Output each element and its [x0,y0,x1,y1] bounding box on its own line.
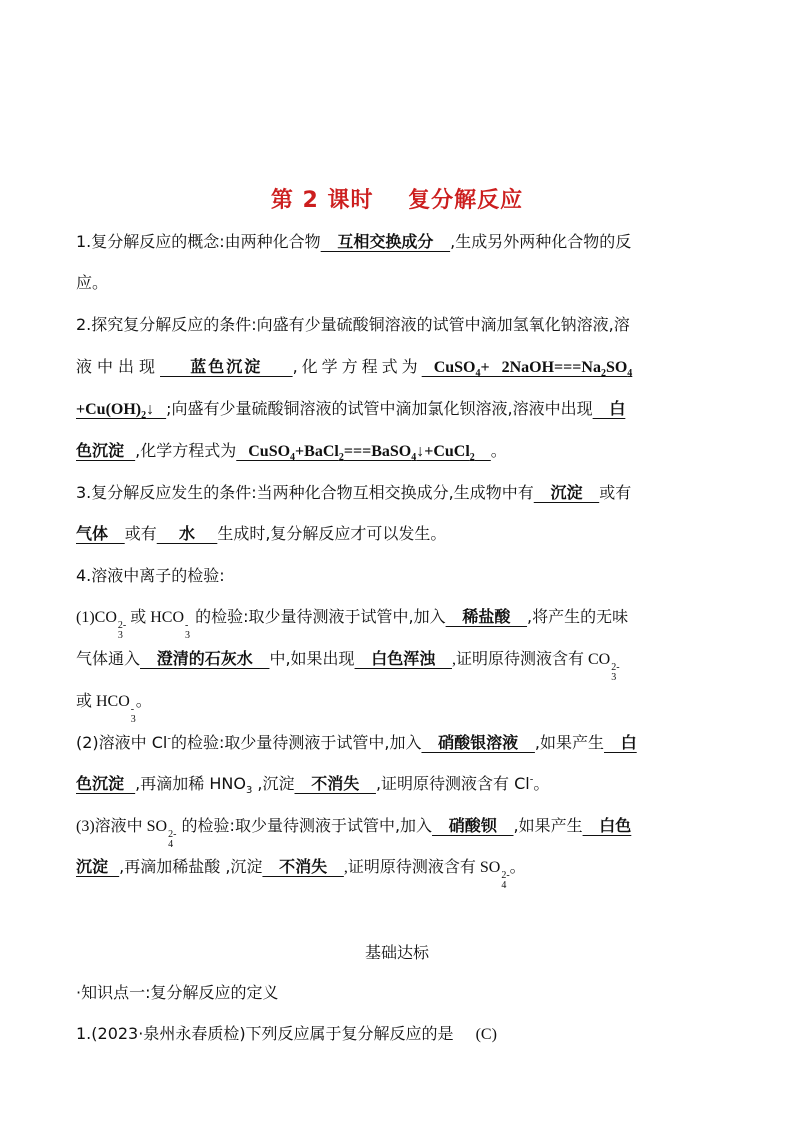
answer-blank: 硝酸银溶液 [421,733,535,752]
answer-blank: 水 [156,524,218,543]
text: ,化学方程式为 [135,441,237,460]
text: ,沉淀 [252,774,295,793]
text: ,再滴加稀 HNO [135,774,246,793]
exercise-1 [76,1023,718,1046]
q1-line3 [76,690,718,725]
answer-blank: 不消失 [262,857,344,876]
text: 的检验:取少量待测液于试管中,加入 [190,607,446,626]
q1-line1 [76,606,718,641]
text: ,生成另外两种化合物的反 [450,232,632,251]
text: 2.探究复分解反应的条件:向盛有少量硫酸铜溶液的试管中滴加氢氧化钠溶液,溶 [76,315,630,334]
text: ,如果产生 [534,733,604,752]
text: 。 [490,441,507,460]
q2-line2 [76,773,718,795]
p2-line2 [76,356,718,379]
answer-blank: 互相交换成分 [320,232,451,251]
text: ,再滴加稀盐酸 ,沉淀 [119,857,263,876]
answer-choice: (C) [475,1026,497,1043]
sulfate-ion: (3)溶液中 SO 2- 4 [76,818,177,850]
answer-blank: 气体 [76,524,125,543]
text: 4.溶液中离子的检验: [76,566,225,585]
p1-line1 [76,231,718,253]
answer-blank: 硝酸钡 [432,816,514,835]
text: ,将产生的无味 [527,607,629,626]
text: 生成时,复分解反应才可以发生。 [217,524,447,543]
p4-line1 [76,565,718,587]
answer-blank: 沉淀 [76,857,120,876]
p2-line4 [76,440,718,463]
answer-blank: 白 [604,733,637,752]
sulfate-ion: ,证明原待测液含有 SO 2- 4 [343,859,510,891]
question-text: 1.(2023·泉州永春质检)下列反应属于复分解反应的是 [76,1024,454,1043]
text: 或有 [599,483,632,502]
answer-blank: 沉淀 [533,483,600,502]
text: ,如果产生 [513,816,583,835]
text: 的检验:取少量待测液于试管中,加入 [176,816,433,835]
superscript: - [167,733,171,745]
equation-1: CuSO$_4$+ $2NaOH===Na_2SO_4$ [421,359,633,380]
carbonate-ion: ,证明原待测液含有 CO 2- 3 [451,651,620,683]
p3-line1 [76,482,718,504]
answer-blank: 稀盐酸 [445,607,528,626]
text: 气体通入 [76,649,141,668]
text: 。 [533,774,550,793]
text: 液中出现 [76,357,161,376]
answer-blank: 澄清的石灰水 [140,649,270,668]
text: 3.复分解反应发生的条件:当两种化合物互相交换成分,生成物中有 [76,483,534,502]
answer-blank: 色沉淀 [76,441,136,460]
answer-blank: 白色浑浊 [354,649,452,668]
text: 中,如果出现 [269,649,355,668]
subscript: 3 [245,785,253,797]
text: 。 [135,691,152,710]
answer-blank: 不消失 [294,774,376,793]
text: ,化学方程式为 [292,357,422,376]
carbonate-ion: (1)CO 2- 3 [76,609,127,641]
text: 的检验:取少量待测液于试管中,加入 [170,733,422,752]
text: 应。 [76,273,109,292]
section-heading: 基础达标 [364,943,429,962]
knowledge-point-1: ·知识点一:复分解反应的定义 [76,983,279,1002]
q2-line1 [76,732,718,754]
text: 或有 [124,524,157,543]
equation-1-cont: $+Cu(OH)_2↓$ [76,401,167,422]
q3-line2 [76,856,718,891]
p2-line1 [76,314,718,336]
text: 。 [509,857,526,876]
q3-line1 [76,815,718,850]
lesson-title: 第 2 课时 复分解反应 [270,188,524,213]
answer-blank: 色沉淀 [76,774,136,793]
q1-line2 [76,648,718,683]
text: 1.复分解反应的概念:由两种化合物 [76,232,321,251]
text: (2)溶液中 Cl [76,733,168,752]
p3-line2 [76,523,718,545]
bicarbonate-ion: 或 HCO - 3 [76,693,136,725]
p1-line2 [76,272,718,294]
p2-line3 [76,398,718,421]
answer-blank: 白 [592,399,626,418]
equation-2: CuSO$_4$+BaCl$_2$===BaSO$_4$↓+CuCl$_2$ [236,443,475,464]
answer-blank: 蓝色沉淀 [160,357,293,376]
answer-blank: 白色 [582,816,632,835]
superscript: - [529,774,534,786]
text: ;向盛有少量硫酸铜溶液的试管中滴加氯化钡溶液,溶液中出现 [166,399,593,418]
bicarbonate-ion: 或 HCO - 3 [126,609,191,641]
text: ,证明原待测液含有 Cl [375,774,530,793]
